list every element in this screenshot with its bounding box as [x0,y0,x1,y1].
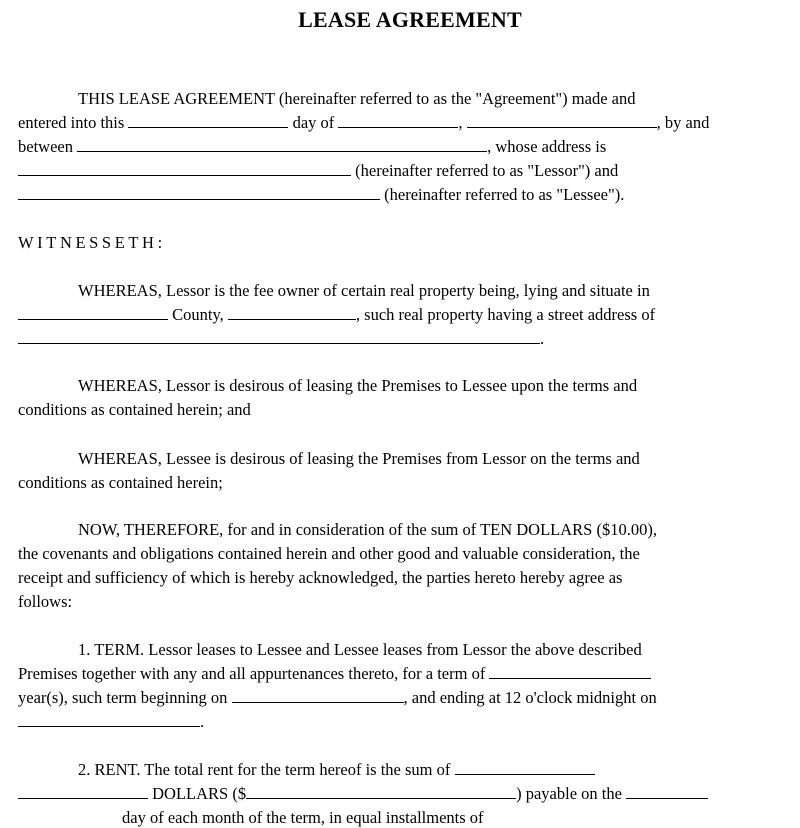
rent-line-1: 2. RENT. The total rent for the term hereof is the sum of [78,760,595,780]
blank-term-start[interactable] [232,688,404,703]
term-line-3: year(s), such term beginning on , and ending at 12 o'clock midnight on [18,688,657,707]
blank-lessor-name[interactable] [77,137,487,152]
blank-county[interactable] [18,305,168,320]
intro-line-3: between , whose address is [18,137,607,156]
blank-rent-words[interactable] [18,784,148,799]
whereas1-line-1: WHEREAS, Lessor is the fee owner of certain real property being, lying and situate in [78,281,650,300]
whereas1-line-3: . [18,329,544,349]
term-line-2: Premises together with any and all appurtenances thereto, for a term of [18,664,651,684]
now-therefore-line-4: follows: [18,592,73,611]
blank-rent-amount[interactable] [246,784,516,799]
whereas3-line-2: conditions as contained herein; [18,473,223,492]
term-line-1: 1. TERM. Lessor leases to Lessee and Lessee leases from Lessor the above described [78,640,642,659]
blank-year[interactable] [467,113,657,128]
now-therefore-line-3: receipt and sufficiency of which is hereby acknowledged, the parties hereto hereby agree as [18,568,623,587]
whereas2-line-1: WHEREAS, Lessor is desirous of leasing the Premises to Lessee upon the terms and [78,376,638,395]
whereas3-line-1: WHEREAS, Lessee is desirous of leasing the Premises from Lessor on the terms and [78,449,640,468]
document-title: LEASE AGREEMENT [298,7,522,32]
witnesseth-heading: WITNESSETH: [18,233,166,252]
whereas1-line-2: County, , such real property having a street address of [18,305,655,325]
intro-line-1: THIS LEASE AGREEMENT (hereinafter referred to as the "Agreement") made and [78,89,636,108]
rent-line-3: day of each month of the term, in equal installments of [122,808,484,827]
now-therefore-line-1: NOW, THEREFORE, for and in consideration of the sum of TEN DOLLARS ($10.00), [78,520,657,539]
intro-line-2: entered into this day of , , by and [18,113,710,132]
blank-term-end[interactable] [18,712,200,727]
term-line-4: . [18,712,204,732]
blank-street-address[interactable] [18,329,540,344]
whereas2-line-2: conditions as contained herein; and [18,400,251,419]
blank-payment-day[interactable] [626,784,708,799]
now-therefore-line-2: the covenants and obligations contained herein and other good and valuable consideration, the [18,544,640,563]
blank-term-years[interactable] [489,664,651,679]
blank-lessor-address[interactable] [18,161,351,176]
intro-line-4: (hereinafter referred to as "Lessor") and [18,161,618,181]
rent-line-2: DOLLARS ($ ) payable on the [18,784,708,804]
blank-lessee-name[interactable] [18,185,380,200]
intro-line-5: (hereinafter referred to as "Lessee"). [18,185,624,205]
blank-day[interactable] [128,113,288,128]
blank-total-rent[interactable] [455,760,595,775]
blank-month[interactable] [338,113,458,128]
blank-state[interactable] [228,305,356,320]
